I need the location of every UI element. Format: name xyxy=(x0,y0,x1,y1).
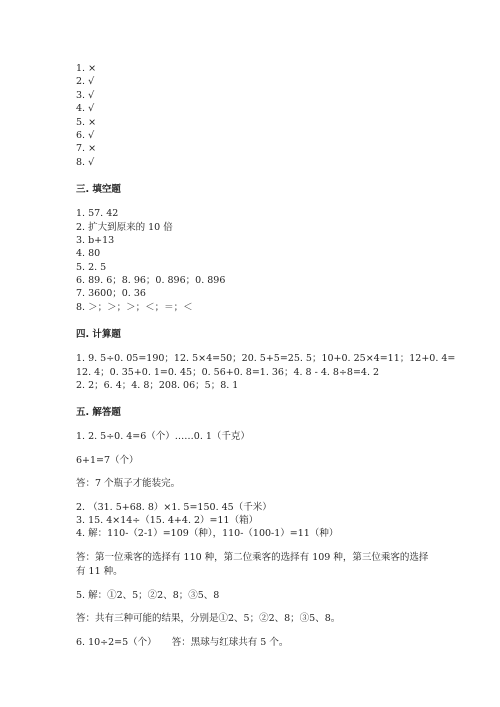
answer-line: 2. 2；6. 4；4. 8；208. 06；5；8. 1 xyxy=(76,380,239,392)
section-heading-calc: 四. 计算题 xyxy=(76,329,121,341)
section-heading-solve: 五. 解答题 xyxy=(76,407,121,419)
answer-line: 2. （31. 5+68. 8）×1. 5=150. 45（千米） xyxy=(76,501,272,513)
answer-line: 6+1=7（个） xyxy=(76,454,139,466)
answer-line: 3. 15. 4×14÷（15. 4+4. 2）=11（箱） xyxy=(76,514,259,526)
answer-line: 7. 3600；0. 36 xyxy=(76,288,146,300)
answer-sheet xyxy=(76,62,456,649)
answer-line: 3. √ xyxy=(76,89,95,101)
fill-answers xyxy=(76,207,436,314)
answer-line: 12. 4；0. 35+0. 1=0. 45；0. 56+0. 8=1. 36；4. 8 - 4. 8÷8=4. 2 xyxy=(76,366,380,378)
solve-answers xyxy=(76,430,436,649)
answer-paragraph: 答：第一位乘客的选择有 110 种，第二位乘客的选择有 109 种，第三位乘客的选择有 11 种。 xyxy=(76,551,429,577)
answer-line: 8. ＞；＞；＞；＜；＝；＜ xyxy=(76,301,193,313)
answer-line: 答：7 个瓶子才能装完。 xyxy=(76,478,181,490)
answer-line: 6. √ xyxy=(76,129,95,141)
answer-line: 1. × xyxy=(76,63,97,74)
answer-line: 8. √ xyxy=(76,156,95,168)
answer-line: 5. × xyxy=(76,116,97,128)
answer-line: 2. 扩大到原来的 10 倍 xyxy=(76,221,173,233)
judgement-answers xyxy=(76,62,436,169)
answer-line: 答：共有三种可能的结果，分别是①2、5；②2、8；③5、8。 xyxy=(76,613,341,625)
answer-line: 1. 2. 5÷0. 4=6（个）……0. 1（千克） xyxy=(76,431,250,443)
calc-answers xyxy=(76,352,456,392)
answer-line: 1. 9. 5÷0. 05=190；12. 5×4=50；20. 5+5=25. 5；10+0. 25×4=11；12+0. 4= xyxy=(76,353,456,365)
answer-line: 5. 2. 5 xyxy=(76,261,107,273)
answer-line: 3. b+13 xyxy=(76,234,115,246)
answer-line: 4. 解：110-（2-1）=109（种），110-（100-1）=11（种） xyxy=(76,528,339,540)
answer-line: 7. × xyxy=(76,143,97,155)
answer-line: 6. 89. 6；8. 96；0. 896；0. 896 xyxy=(76,275,226,287)
answer-line: 1. 57. 42 xyxy=(76,208,119,220)
answer-line: 6. 10÷2=5（个） 答：黑球与红球共有 5 个。 xyxy=(76,636,289,648)
section-heading-fill: 三. 填空题 xyxy=(76,184,121,196)
answer-line: 2. √ xyxy=(76,76,95,88)
answer-line: 5. 解：①2、5；②2、8；③5、8 xyxy=(76,589,220,601)
answer-line: 4. 80 xyxy=(76,248,101,260)
answer-line: 4. √ xyxy=(76,103,95,115)
